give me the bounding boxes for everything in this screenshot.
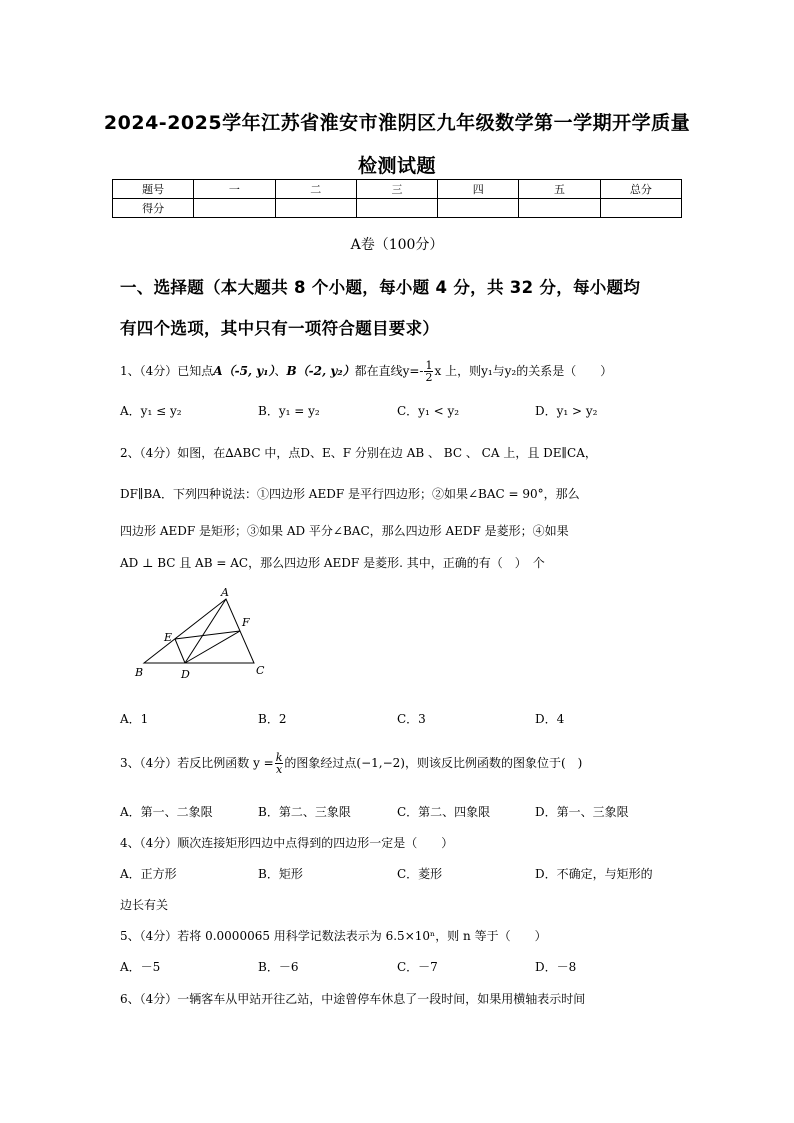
q4-option-a: A．正方形 bbox=[120, 867, 177, 881]
q1-option-b: B．y₁ = y₂ bbox=[258, 404, 320, 418]
q2-option-d: D．4 bbox=[535, 712, 565, 726]
q6-stem: 6、（4分）一辆客车从甲站开往乙站，中途曾停车休息了一段时间，如果用横轴表示时间 bbox=[120, 992, 586, 1006]
q3-option-d: D．第一、三象限 bbox=[535, 805, 629, 819]
q2-stem-line1: 2、（4分）如图，在∆ABC 中，点D、E、F 分别在边 AB 、 BC 、 CA 上，且 DE∥CA， bbox=[120, 446, 597, 460]
q3-stem-pre: 3、（4分）若反比例函数 y = bbox=[120, 756, 274, 770]
score-cell bbox=[600, 199, 681, 218]
q1-point-a: A（-5, y₁） bbox=[213, 364, 275, 378]
q1-stem bbox=[120, 360, 612, 383]
segment-df bbox=[185, 631, 240, 663]
score-header-cell: 二 bbox=[275, 180, 356, 199]
q1-sep: 、 bbox=[274, 364, 287, 378]
score-table-score-row bbox=[113, 199, 682, 218]
score-cell bbox=[275, 199, 356, 218]
q1-stem-post: x 上，则y₁与y₂的关系是（ ） bbox=[434, 364, 613, 378]
label-a: A bbox=[221, 586, 229, 599]
score-cell bbox=[438, 199, 519, 218]
q2-triangle-figure bbox=[130, 585, 275, 685]
q2-stem-line4: AD ⊥ BC 且 AB = AC，那么四边形 AEDF 是菱形. 其中，正确的有（ ） 个 bbox=[120, 556, 545, 570]
label-e: E bbox=[164, 631, 173, 644]
q1-point-b: B（-2, y₂） bbox=[286, 364, 355, 378]
q4-option-b: B．矩形 bbox=[258, 867, 303, 881]
q2-option-c: C．3 bbox=[397, 712, 426, 726]
label-d: D bbox=[181, 668, 190, 681]
q3-option-c: C．第二、四象限 bbox=[397, 805, 491, 819]
q1-option-d: D．y₁ > y₂ bbox=[535, 404, 598, 418]
q5-option-c: C．－7 bbox=[397, 960, 438, 974]
exam-title-line2: 检测试题 bbox=[357, 155, 436, 177]
q1-stem-pre: 1、（4分）已知点 bbox=[120, 364, 214, 378]
score-row-label: 得分 bbox=[113, 199, 194, 218]
q5-option-a: A．－5 bbox=[120, 960, 161, 974]
score-cell bbox=[194, 199, 275, 218]
q3-option-b: B．第二、三象限 bbox=[258, 805, 351, 819]
q1-fraction-num: 1 bbox=[425, 359, 433, 372]
score-cell bbox=[356, 199, 437, 218]
score-header-cell: 总分 bbox=[600, 180, 681, 199]
q3-fraction-den: x bbox=[275, 763, 283, 776]
q3-fraction-num: k bbox=[275, 751, 283, 764]
label-c: C bbox=[256, 664, 265, 677]
paper-part-label: A卷（100分） bbox=[350, 237, 444, 253]
q1-fraction bbox=[424, 360, 433, 383]
q3-option-a: A．第一、二象限 bbox=[120, 805, 213, 819]
q2-stem-line2: DF∥BA．下列四种说法：①四边形 AEDF 是平行四边形；②如果∠BAC = 90°，那么 bbox=[120, 487, 580, 501]
q5-option-d: D．－8 bbox=[535, 960, 577, 974]
q3-stem-post: 的图象经过点(−1,−2)，则该反比例函数的图象位于( ) bbox=[284, 756, 583, 770]
segment-ef bbox=[175, 631, 240, 639]
q5-stem: 5、（4分）若将 0.0000065 用科学记数法表示为 6.5×10ⁿ，则 n 等于（ ） bbox=[120, 929, 547, 943]
score-table-header-row bbox=[113, 180, 682, 199]
q4-stem: 4、（4分）顺次连接矩形四边中点得到的四边形一定是（ ） bbox=[120, 836, 454, 850]
q5-option-b: B．－6 bbox=[258, 960, 299, 974]
score-header-cell: 四 bbox=[438, 180, 519, 199]
q4-option-c: C．菱形 bbox=[397, 867, 443, 881]
q2-option-b: B．2 bbox=[258, 712, 287, 726]
q1-option-c: C．y₁ < y₂ bbox=[397, 404, 460, 418]
section1-heading-line2: 有四个选项，其中只有一项符合题目要求） bbox=[120, 319, 440, 338]
score-header-cell: 题号 bbox=[113, 180, 194, 199]
section1-heading-line1: 一、选择题（本大题共 8 个小题，每小题 4 分，共 32 分，每小题均 bbox=[120, 278, 641, 297]
q1-fraction-den: 2 bbox=[425, 371, 433, 384]
score-header-cell: 五 bbox=[519, 180, 600, 199]
q3-stem bbox=[120, 752, 582, 775]
score-table bbox=[112, 179, 682, 218]
exam-title-line1: 2024-2025学年江苏省淮安市淮阴区九年级数学第一学期开学质量 bbox=[103, 112, 691, 134]
score-header-cell: 三 bbox=[356, 180, 437, 199]
q1-stem-mid: 都在直线y=- bbox=[354, 364, 424, 378]
segment-ad bbox=[185, 599, 226, 663]
segment-de bbox=[175, 639, 185, 663]
q2-stem-line3: 四边形 AEDF 是矩形；③如果 AD 平分∠BAC，那么四边形 AEDF 是菱形；④如果 bbox=[120, 524, 569, 538]
q4-option-d: D．不确定，与矩形的 bbox=[535, 867, 653, 881]
score-header-cell: 一 bbox=[194, 180, 275, 199]
label-f: F bbox=[242, 616, 250, 629]
label-b: B bbox=[135, 666, 144, 679]
score-cell bbox=[519, 199, 600, 218]
q4-option-d-continued: 边长有关 bbox=[120, 898, 169, 912]
q1-option-a: A．y₁ ≤ y₂ bbox=[120, 404, 182, 418]
q2-option-a: A．1 bbox=[120, 712, 149, 726]
q3-fraction bbox=[275, 752, 284, 775]
